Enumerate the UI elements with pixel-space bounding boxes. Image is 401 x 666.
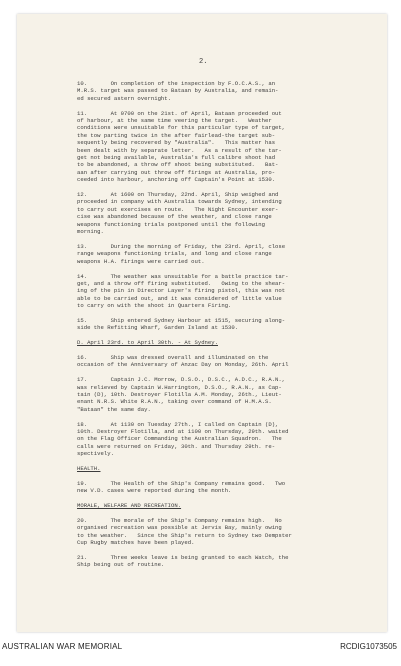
archive-credit: AUSTRALIAN WAR MEMORIAL bbox=[2, 642, 123, 651]
numbered-paragraph: 20. The morale of the Ship's Company remains high. No organised recreation was possible at Jervis Bay, mainly owing to the weather. Since the Ship's return to Sydney two Dempster Cup Rugby matches have been played. bbox=[77, 516, 292, 546]
document-body bbox=[77, 80, 377, 576]
numbered-paragraph: 21. Three weeks leave is being granted to each Watch, the Ship being out of routine. bbox=[77, 553, 289, 569]
document-page bbox=[17, 14, 387, 632]
record-id: RCDIG1073505 bbox=[340, 642, 397, 651]
section-heading: HEALTH. bbox=[77, 464, 101, 472]
numbered-paragraph: 17. Captain J.C. Morrow, D.S.O., D.S.C., A.D.C., R.A.N., was relieved by Captain W.Harrington, D.S.O., R.A.N., as Cap- tain (D), 10th. Destroyer Flotilla A.M. Monday, 26th., Lieut- enant N.R.S. White R.A.N., taking over command of H.M.A.S. "Bataan" the same day. bbox=[77, 376, 286, 413]
page-number: 2. bbox=[199, 58, 208, 66]
numbered-paragraph: 13. During the morning of Friday, the 23rd. April, close range weapons functioning trials, and long and close range weapons H.A. firings were carried out. bbox=[77, 242, 286, 265]
numbered-paragraph: 14. The weather was unsuitable for a battle practice tar- get, and a throw off firing substituted. Owing to the shear- ing of the pin in Director Layer's firing pistol, this was not able to be carried out, and it was considered of little value to carry on with the shoot in Quarters Firing. bbox=[77, 272, 289, 310]
numbered-paragraph: 11. At 0700 on the 21st. of April, Bataan proceeded out of harbour, at the same time veering the target. Weather conditions were unsuitable for this particular type of target, the tow parting twice in the after fairlead-the target sub- sequently being recovered by "Australia". This matter has been dealt with by separate letter. As a result of the tar- get not being available, Australia's full calibre shoot had to be abandoned, a throw off shoot being substituted. Bat- aan after carrying out throw off firings at Australia, pro- ceeded into harbour, anchoring off Captain's Point at 1530. bbox=[77, 109, 286, 184]
section-heading: MORALE, WELFARE AND RECREATION. bbox=[77, 501, 182, 509]
numbered-paragraph: 18. At 1130 on Tuesday 27th., I called on Captain (D), 10th. Destroyer Flotilla, and at 1100 on Thursday, 29th. waited on the Flag Officer Commanding the Australian Squadron. The calls were returned on Friday, 30th. and Thursday 29th. re- spectively. bbox=[77, 420, 289, 458]
section-heading: D. April 23rd. to April 30th. - At Sydney. bbox=[77, 339, 218, 347]
numbered-paragraph: 10. On completion of the inspection by F.O.C.A.S., an M.R.S. target was passed to Bataan by Australia, and remain- ed secured astern overnight. bbox=[77, 80, 279, 102]
numbered-paragraph: 12. At 1600 on Thursday, 22nd. April, Ship weighed and proceeded in company with Australia towards Sydney, intending to carry out exercises en route. The Night Encounter exer- cise was abandoned because of the weather, and close range weapons functioning trials postponed until the following morning. bbox=[77, 191, 282, 236]
numbered-paragraph: 16. Ship was dressed overall and illuminated on the occasion of the Anniversary of Anzac Day on Monday, 26th. April bbox=[77, 353, 289, 369]
numbered-paragraph: 15. Ship entered Sydney Harbour at 1515, securing along- side the Refitting Wharf, Garden Island at 1530. bbox=[77, 316, 286, 332]
numbered-paragraph: 19. The Health of the Ship's Company remains good. Two new V.D. cases were reported during the month. bbox=[77, 479, 286, 495]
